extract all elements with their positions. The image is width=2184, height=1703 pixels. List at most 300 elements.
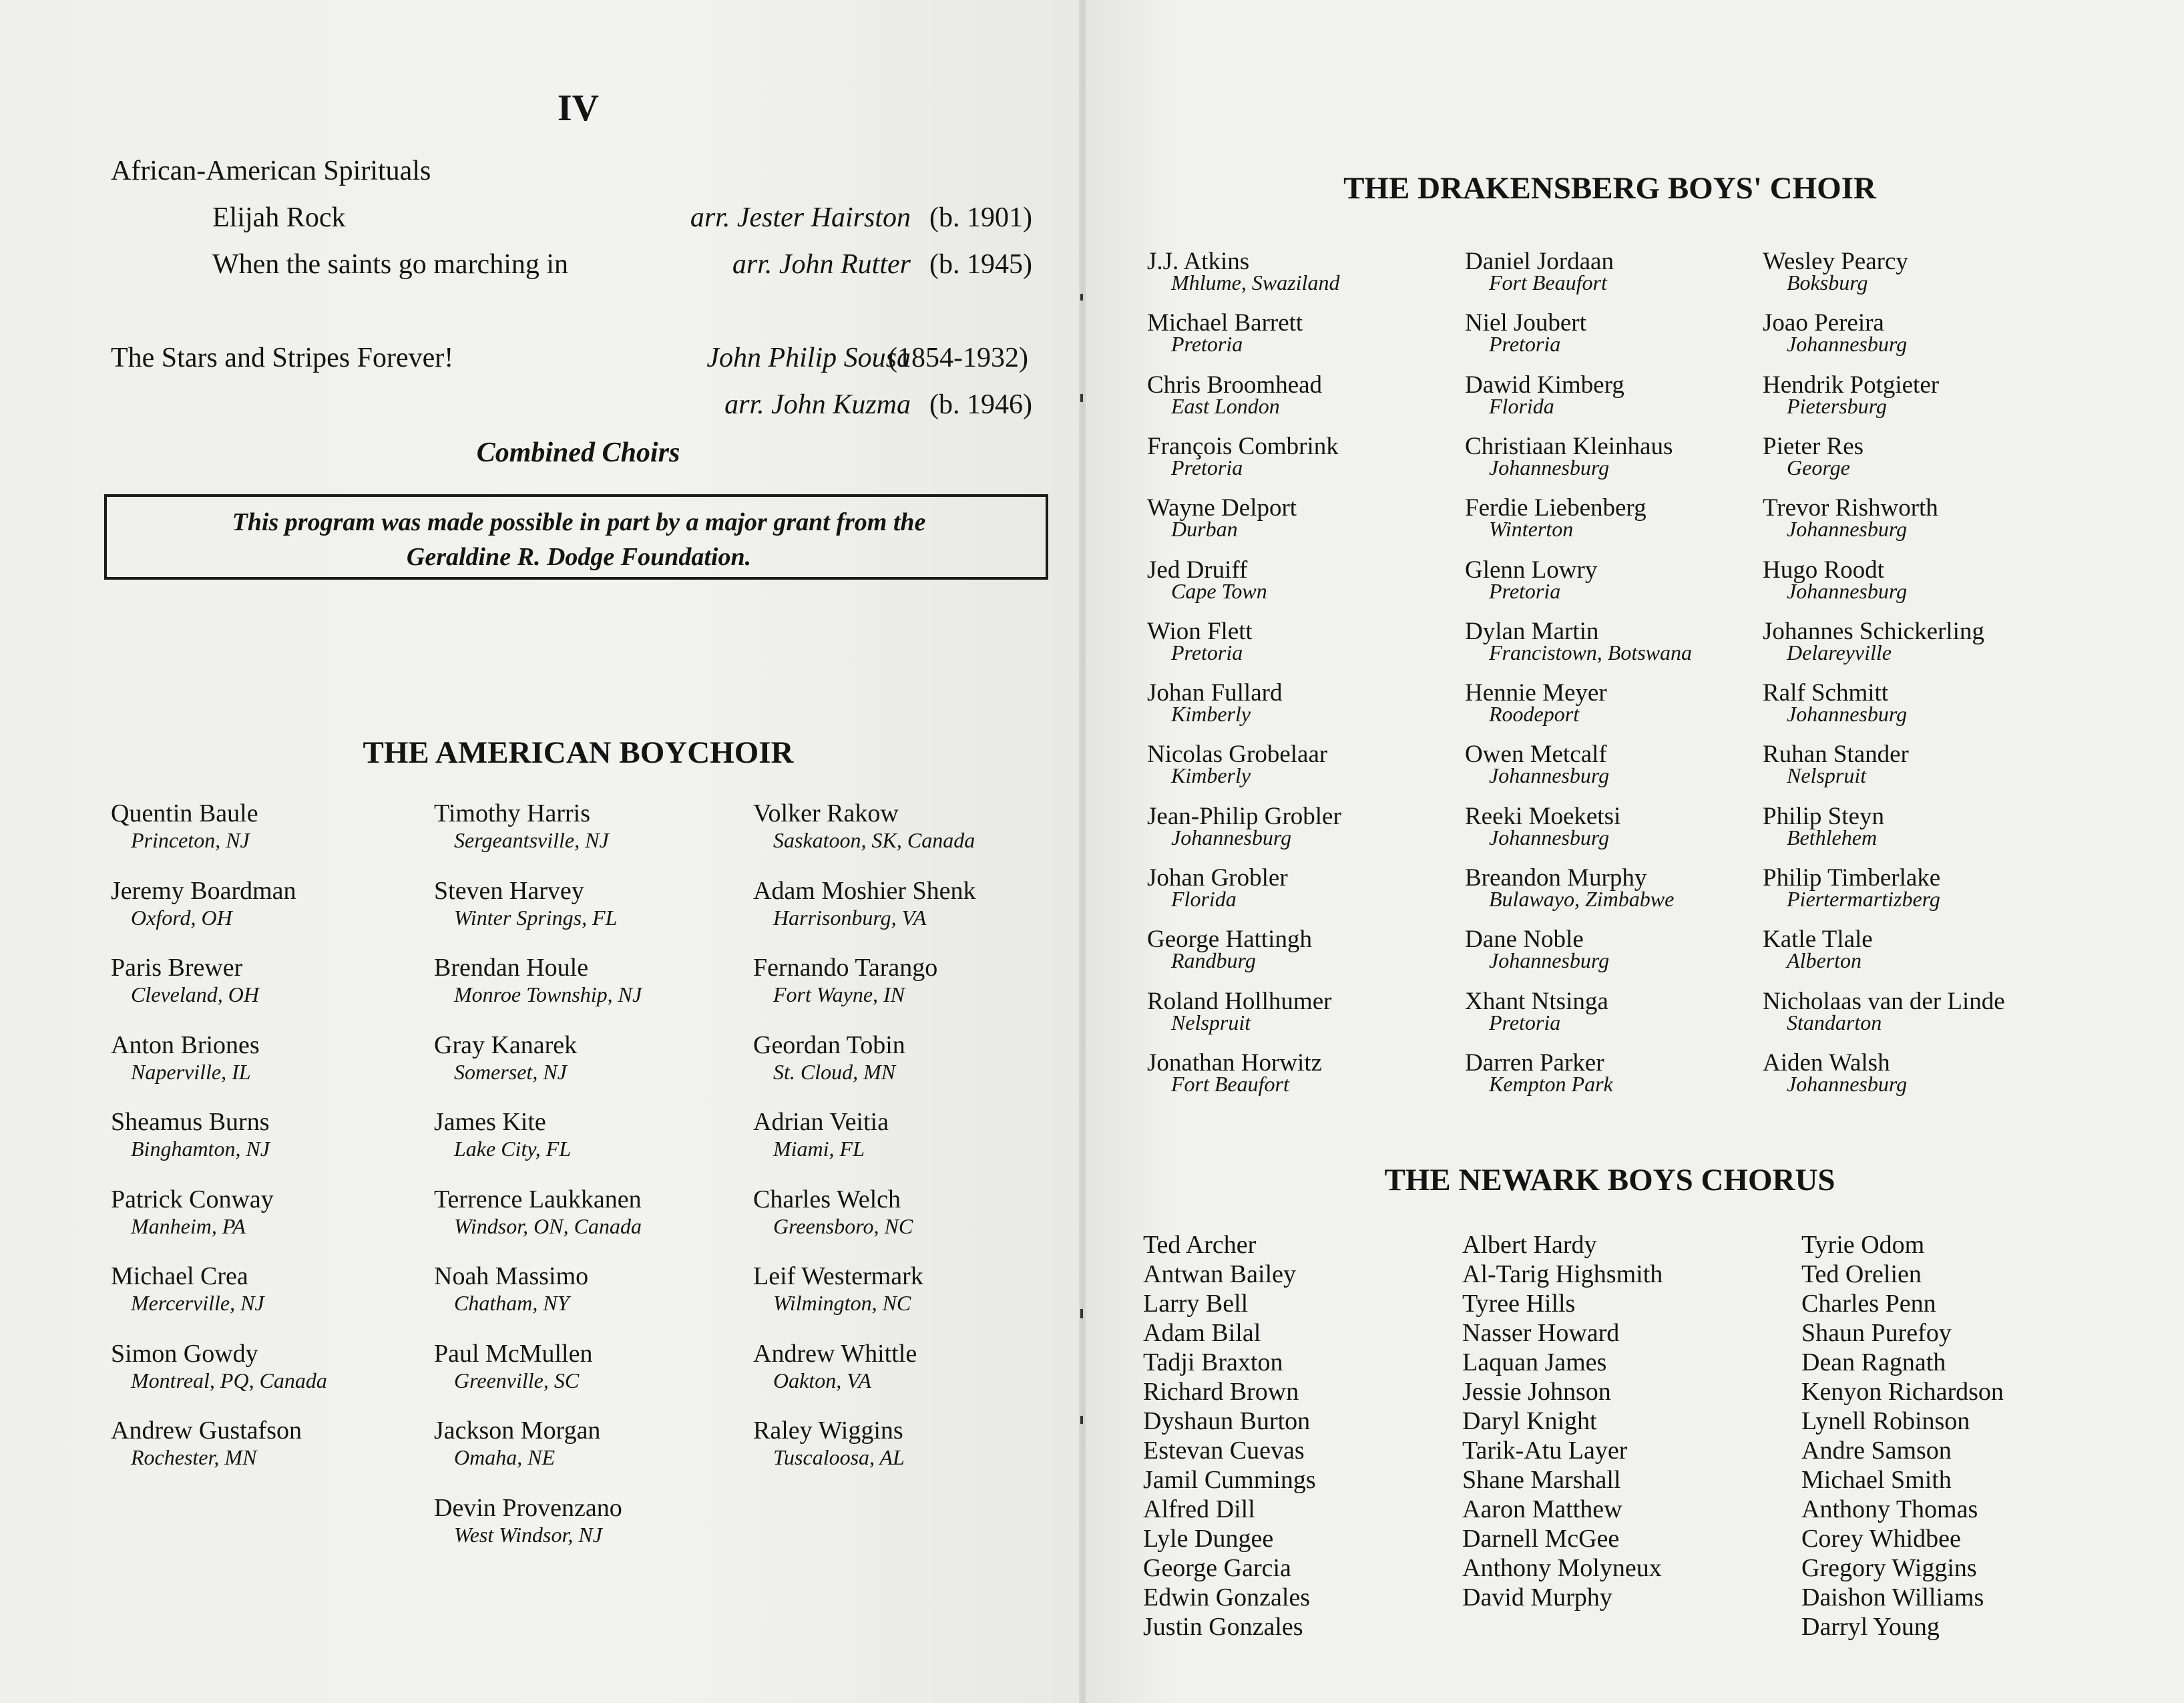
choir-member [1801,1465,1952,1495]
choir-member [1465,679,1607,727]
member-hometown: Pretoria [1489,332,1561,357]
crease-mark [1080,1416,1083,1424]
member-name: Ferdie Liebenberg [1465,494,1647,522]
member-hometown: Mhlume, Swaziland [1171,270,1340,295]
program-years: (1854-1932) [888,343,1028,373]
member-name: Christiaan Kleinhaus [1465,432,1673,460]
member-hometown: Fort Beaufort [1489,270,1607,295]
choir-member [1147,740,1327,788]
member-name: Fernando Tarango [753,954,938,982]
choir-member [1465,556,1597,604]
member-name: Hugo Roodt [1763,556,1884,584]
member-hometown: Pretoria [1171,455,1243,480]
member-hometown: Winter Springs, FL [454,905,618,930]
member-name: Andre Samson [1801,1437,1952,1465]
member-name: Timothy Harris [434,799,591,827]
member-name: Anthony Thomas [1801,1495,1978,1523]
member-hometown: Florida [1489,393,1554,418]
member-name: François Combrink [1147,432,1339,460]
member-name: Andrew Gustafson [111,1416,302,1445]
choir-member [753,1416,905,1470]
member-name: George Garcia [1143,1554,1291,1582]
member-hometown: Oxford, OH [131,905,232,930]
member-name: Laquan James [1462,1348,1607,1376]
member-name: Michael Crea [111,1262,248,1290]
choir-member [111,1339,327,1393]
member-hometown: Cleveland, OH [131,982,259,1006]
choir-member [1462,1553,1662,1583]
member-hometown: Windsor, ON, Canada [454,1213,642,1238]
choir-member [1147,494,1297,542]
member-name: Philip Timberlake [1763,864,1941,892]
choir-member [1801,1553,1977,1583]
member-name: Roland Hollhumer [1147,987,1332,1015]
choir-member [1801,1260,1922,1289]
member-hometown: Mercerville, NJ [131,1291,264,1315]
choir-member [753,799,975,853]
choir-member [1462,1318,1619,1348]
member-hometown: Durban [1171,517,1238,542]
member-hometown: Alberton [1787,948,1862,973]
member-name: Adam Bilal [1143,1319,1261,1347]
member-name: Andrew Whittle [753,1339,917,1368]
program-composer: John Philip Sousa [706,343,911,373]
choir-member [1147,371,1322,419]
member-name: Edwin Gonzales [1143,1583,1311,1612]
member-hometown: Standarton [1787,1010,1882,1034]
member-hometown: Lake City, FL [454,1137,572,1161]
choir-member [1147,802,1341,850]
member-name: Trevor Rishworth [1763,494,1938,522]
member-name: Gray Kanarek [434,1030,578,1059]
choir-member [1147,987,1331,1035]
choir-member [1763,556,1907,604]
choir-member [1801,1230,1924,1260]
choir-member [1763,494,1938,542]
member-hometown: Johannesburg [1489,763,1610,788]
choir-member [1465,371,1624,419]
choir-member [1801,1495,1978,1524]
choir-member [1147,309,1303,357]
newark-heading: THE NEWARK BOYS CHORUS [1384,1163,1835,1197]
choir-member [1143,1377,1299,1406]
member-hometown: Nelspruit [1171,1010,1251,1034]
choir-member [1465,740,1609,788]
choir-member [434,1416,600,1470]
choir-member [1143,1318,1261,1348]
choir-member [1462,1230,1597,1260]
member-name: Darryl Young [1801,1613,1940,1641]
member-name: Pieter Res [1763,432,1864,460]
choir-member [1763,925,1873,973]
member-name: Jean-Philip Grobler [1147,802,1341,830]
choir-member [1147,864,1288,912]
choir-member [1462,1260,1663,1289]
member-name: Ted Archer [1143,1231,1257,1259]
member-hometown: Johannesburg [1489,948,1610,973]
choir-member [1462,1377,1611,1406]
member-hometown: Nelspruit [1787,763,1867,788]
choir-member [1147,925,1312,973]
member-name: Daniel Jordaan [1465,248,1614,275]
member-hometown: George [1787,455,1850,480]
member-name: Tadji Braxton [1143,1348,1283,1376]
member-name: Gregory Wiggins [1801,1554,1977,1582]
choir-member [434,953,642,1007]
crease-mark [1080,394,1083,402]
member-hometown: Johannesburg [1787,578,1908,603]
choir-member [1462,1406,1597,1436]
program-years: (b. 1945) [929,249,1032,280]
program-years: (b. 1901) [929,202,1032,233]
crease-mark [1080,294,1083,301]
member-name: George Hattingh [1147,926,1312,954]
member-name: Aiden Walsh [1763,1049,1890,1077]
member-hometown: Pretoria [1489,1010,1561,1034]
member-name: Philip Steyn [1763,802,1884,830]
member-name: Antwan Bailey [1143,1260,1297,1288]
member-name: Jeremy Boardman [111,876,296,905]
choir-member [1465,494,1647,542]
choir-member [434,1493,622,1547]
member-name: Charles Welch [753,1185,901,1213]
member-hometown: Francistown, Botswana [1489,640,1693,665]
member-name: Joao Pereira [1763,309,1884,337]
choir-member [111,1262,264,1316]
member-name: Glenn Lowry [1465,556,1598,584]
member-hometown: Pretoria [1489,578,1561,603]
member-hometown: Kimberly [1171,702,1251,727]
choir-member [1465,1049,1613,1097]
choir-member [753,1262,923,1316]
member-name: Estevan Cuevas [1143,1437,1305,1465]
choir-member [1147,1049,1322,1097]
program-arranger: arr. Jester Hairston [690,202,911,233]
choir-member [111,1416,302,1470]
member-hometown: Florida [1171,887,1237,911]
program-years: (b. 1946) [929,389,1032,420]
member-hometown: Johannesburg [1787,702,1908,727]
member-name: Raley Wiggins [753,1416,903,1445]
member-name: Jackson Morgan [434,1416,601,1445]
choir-member [1143,1260,1296,1289]
member-name: Dylan Martin [1465,617,1599,645]
member-name: Breandon Murphy [1465,864,1647,892]
choir-member [1147,679,1282,727]
choir-member [1801,1406,1970,1436]
member-hometown: Johannesburg [1787,332,1908,357]
member-hometown: Montreal, PQ, Canada [131,1368,327,1392]
member-hometown: Saskatoon, SK, Canada [773,828,975,852]
member-name: Brendan Houle [434,954,589,982]
member-name: Wesley Pearcy [1763,248,1908,275]
member-name: Quentin Baule [111,799,258,827]
grant-line-2: Geraldine R. Dodge Foundation. [406,543,752,571]
member-hometown: Piertermartizberg [1787,887,1940,911]
member-hometown: Greensboro, NC [773,1213,913,1238]
choir-member [753,1339,917,1393]
member-name: Darnell McGee [1462,1525,1620,1553]
member-name: Tyrie Odom [1801,1231,1925,1259]
member-name: Paul McMullen [434,1339,593,1368]
choir-member [1465,432,1673,480]
member-name: Chris Broomhead [1147,371,1323,399]
member-name: Johan Grobler [1147,864,1288,892]
member-hometown: Kempton Park [1489,1071,1613,1096]
choir-member [1143,1465,1316,1495]
choir-member [1763,740,1909,788]
member-name: Patrick Conway [111,1185,274,1213]
choir-member [1465,925,1609,973]
choir-member [111,799,258,853]
member-hometown: Roodeport [1489,702,1580,727]
member-hometown: Rochester, MN [131,1445,257,1469]
member-name: David Murphy [1462,1583,1612,1612]
choir-member [1143,1348,1283,1377]
choir-member [1147,247,1339,295]
member-name: Paris Brewer [111,954,243,982]
member-name: Sheamus Burns [111,1108,270,1136]
member-hometown: Pietersburg [1787,393,1887,418]
member-name: Lyle Dungee [1143,1525,1274,1553]
member-hometown: Fort Wayne, IN [773,982,905,1006]
american-boychoir-heading: THE AMERICAN BOYCHOIR [363,735,794,770]
member-hometown: Delareyville [1787,640,1892,665]
member-hometown: Johannesburg [1489,825,1610,849]
member-hometown: Greenville, SC [454,1368,580,1392]
member-name: Corey Whidbee [1801,1525,1961,1553]
choir-member [1465,247,1614,295]
choir-member [434,1030,577,1085]
member-hometown: Cape Town [1171,578,1267,603]
member-hometown: Fort Beaufort [1171,1071,1289,1096]
member-hometown: Winterton [1489,517,1574,542]
member-name: Nicholaas van der Linde [1763,987,2005,1015]
member-hometown: Princeton, NJ [131,828,250,852]
choir-member [1801,1289,1936,1318]
member-name: Michael Smith [1801,1466,1952,1494]
member-name: Steven Harvey [434,876,584,905]
member-name: Darren Parker [1465,1049,1604,1077]
choir-member [111,1185,274,1239]
drakensberg-heading: THE DRAKENSBERG BOYS' CHOIR [1343,171,1876,206]
member-name: Alfred Dill [1143,1495,1255,1523]
member-name: Wion Flett [1147,617,1253,645]
member-name: Jessie Johnson [1462,1378,1611,1406]
choir-member [1462,1495,1622,1524]
choir-member [1465,864,1674,912]
member-name: Anthony Molyneux [1462,1554,1662,1582]
member-name: Kenyon Richardson [1801,1378,2004,1406]
choir-member [1462,1289,1575,1318]
member-name: Leif Westermark [753,1262,923,1290]
program-title: When the saints go marching in [212,249,569,280]
member-name: Geordan Tobin [753,1030,905,1059]
choir-member [1465,802,1620,850]
choir-member [1801,1612,1940,1642]
choir-member [434,1107,571,1161]
member-hometown: Boksburg [1787,270,1868,295]
member-name: Tyree Hills [1462,1290,1576,1318]
member-hometown: East London [1171,393,1280,418]
choir-member [1143,1495,1255,1524]
choir-member [1801,1377,2004,1406]
member-name: Tarik-Atu Layer [1462,1437,1628,1465]
member-name: J.J. Atkins [1147,248,1250,275]
member-name: Nicolas Grobelaar [1147,741,1328,769]
member-name: Niel Joubert [1465,309,1586,337]
member-name: Daishon Williams [1801,1583,1984,1612]
choir-member [1465,617,1692,665]
member-name: Hendrik Potgieter [1763,371,1940,399]
choir-member [1143,1612,1303,1642]
member-name: Albert Hardy [1462,1231,1597,1259]
choir-member [1465,309,1586,357]
member-name: Larry Bell [1143,1290,1249,1318]
member-name: Nasser Howard [1462,1319,1620,1347]
member-hometown: Tuscaloosa, AL [773,1445,905,1469]
choir-member [1462,1465,1620,1495]
choir-member [1763,617,1984,665]
choir-member [1801,1583,1984,1612]
choir-member [111,1030,260,1085]
member-hometown: Johannesburg [1489,455,1610,480]
program-title: The Stars and Stripes Forever! [111,343,454,373]
choir-member [1763,371,1939,419]
member-name: Wayne Delport [1147,494,1297,522]
member-name: Shane Marshall [1462,1466,1621,1494]
program-arranger: arr. John Kuzma [724,389,911,420]
choir-member [1763,802,1884,850]
member-hometown: St. Cloud, MN [773,1059,896,1084]
choir-member [1143,1230,1256,1260]
member-hometown: Harrisonburg, VA [773,905,927,930]
choir-member [1147,556,1267,604]
choir-member [753,953,937,1007]
member-name: Owen Metcalf [1465,741,1607,769]
member-name: Devin Provenzano [434,1493,622,1522]
choir-member [1801,1436,1952,1465]
grant-notice-box [104,494,1048,580]
member-name: Hennie Meyer [1465,679,1607,707]
member-name: Dane Noble [1465,926,1584,954]
choir-member [753,876,976,930]
member-name: Johannes Schickerling [1763,617,1984,645]
choir-member [753,1107,889,1161]
choir-member [111,953,259,1007]
choir-member [1801,1348,1946,1377]
choir-member [111,1107,270,1161]
member-hometown: Chatham, NY [454,1291,570,1315]
crease-mark [1080,1309,1083,1318]
member-hometown: Johannesburg [1787,1071,1908,1096]
choir-member [1763,679,1907,727]
member-hometown: Omaha, NE [454,1445,556,1469]
member-hometown: Wilmington, NC [773,1291,911,1315]
member-hometown: Oakton, VA [773,1368,871,1392]
choir-member [1143,1436,1305,1465]
member-hometown: Monroe Township, NJ [454,982,642,1006]
choir-member [111,876,296,930]
left-page [0,0,1080,1703]
choir-member [1143,1289,1248,1318]
member-name: Johan Fullard [1147,679,1283,707]
program-arranger: arr. John Rutter [732,249,911,280]
performers-label: Combined Choirs [476,437,680,468]
choir-member [1462,1583,1612,1612]
member-hometown: Naperville, IL [131,1059,251,1084]
program-title: Elijah Rock [212,202,346,233]
choir-member [1465,987,1608,1035]
member-name: Jonathan Horwitz [1147,1049,1323,1077]
member-name: Justin Gonzales [1143,1613,1303,1641]
member-hometown: Pretoria [1171,640,1243,665]
member-hometown: Binghamton, NJ [131,1137,270,1161]
member-hometown: Sergeantsville, NJ [454,828,609,852]
program-title: African-American Spirituals [111,156,431,186]
member-hometown: Johannesburg [1171,825,1292,849]
member-name: Ralf Schmitt [1763,679,1889,707]
choir-member [1763,1049,1907,1097]
member-hometown: Miami, FL [773,1137,865,1161]
choir-member [1462,1348,1606,1377]
choir-member [434,799,609,853]
member-name: Shaun Purefoy [1801,1319,1952,1347]
member-name: Lynell Robinson [1801,1407,1970,1435]
choir-member [434,1339,592,1393]
choir-member [753,1185,913,1239]
choir-member [434,1185,642,1239]
grant-line-1: This program was made possible in part by a major grant from the [232,508,926,536]
choir-member [1763,309,1907,357]
member-name: Dyshaun Burton [1143,1407,1311,1435]
choir-member [1801,1318,1952,1348]
section-number: IV [557,87,600,129]
member-name: Reeki Moeketsi [1465,802,1621,830]
choir-member [1143,1583,1310,1612]
member-hometown: West Windsor, NJ [454,1522,602,1547]
choir-member [1462,1524,1619,1553]
member-hometown: Kimberly [1171,763,1251,788]
member-name: Ted Orelien [1801,1260,1922,1288]
choir-member [1462,1436,1627,1465]
member-name: Adrian Veitia [753,1108,889,1136]
member-name: Charles Penn [1801,1290,1936,1318]
member-name: Jed Druiff [1147,556,1248,584]
choir-member [1763,864,1940,912]
member-name: Richard Brown [1143,1378,1299,1406]
member-hometown: Pretoria [1171,332,1243,357]
member-name: Dawid Kimberg [1465,371,1624,399]
choir-member [1143,1406,1310,1436]
member-name: Katle Tlale [1763,926,1873,954]
member-name: Daryl Knight [1462,1407,1597,1435]
member-name: Simon Gowdy [111,1339,258,1368]
member-name: Volker Rakow [753,799,899,827]
member-name: Xhant Ntsinga [1465,987,1608,1015]
choir-member [1147,432,1339,480]
choir-member [1763,432,1864,480]
member-name: Dean Ragnath [1801,1348,1946,1376]
member-name: Terrence Laukkanen [434,1185,642,1213]
choir-member [1763,987,2005,1035]
member-name: Michael Barrett [1147,309,1303,337]
member-hometown: Johannesburg [1787,517,1908,542]
choir-member [434,1262,588,1316]
choir-member [1143,1524,1273,1553]
member-hometown: Bethlehem [1787,825,1878,849]
member-name: Aaron Matthew [1462,1495,1622,1523]
